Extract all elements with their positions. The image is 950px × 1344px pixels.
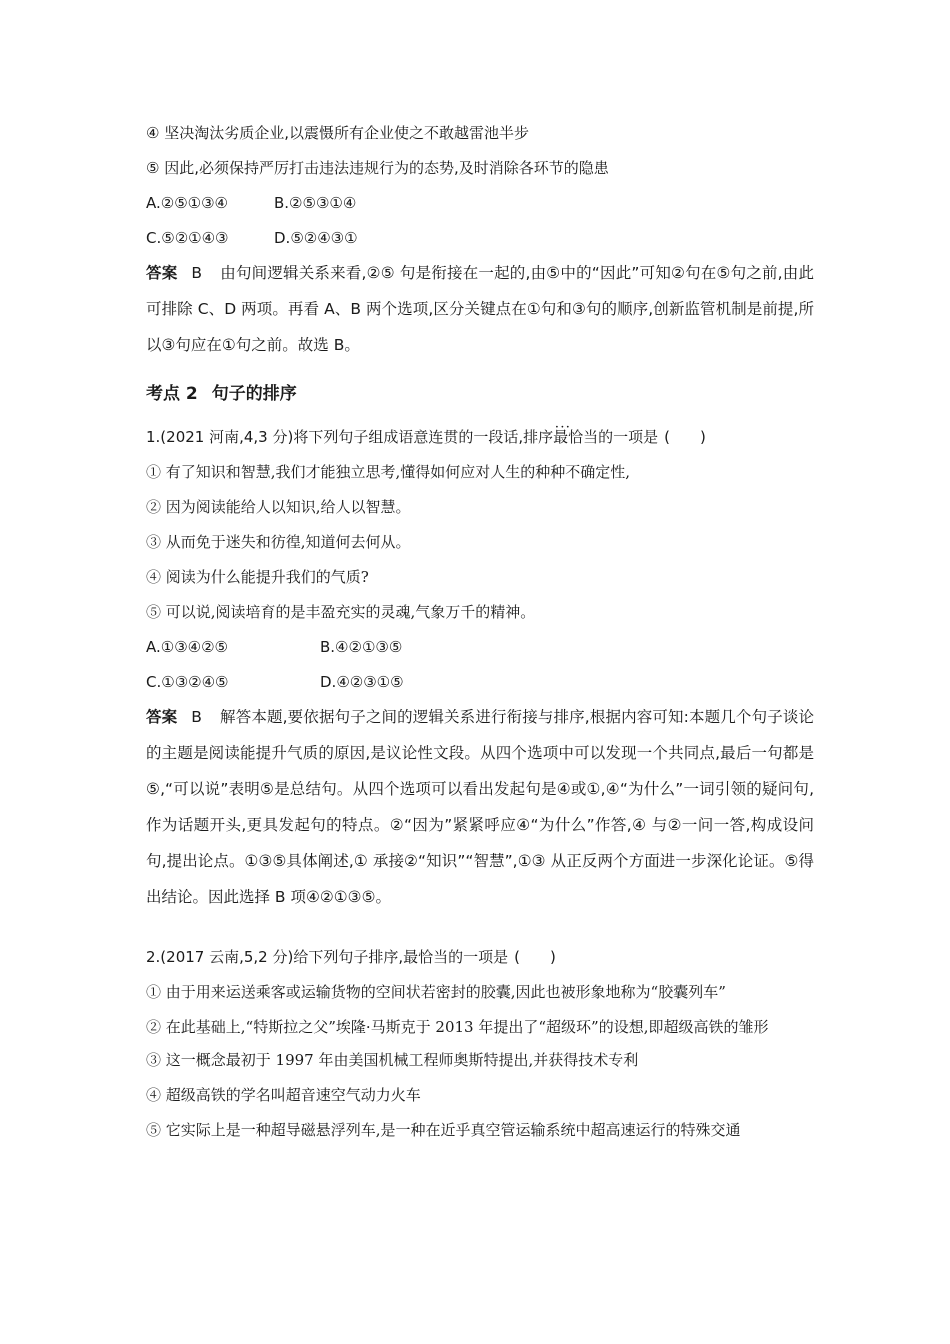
option-b: B.②⑤③①④ <box>274 194 357 212</box>
q1-sentence-3: ③ 从而免于迷失和彷徨,知道何去何从。 <box>146 533 411 551</box>
q2-sentence-2: ② 在此基础上,“特斯拉之父”埃隆·马斯克于 2013 年提出了“超级环”的设想,即超级高铁的雏形 <box>146 1018 769 1036</box>
question-2-stem <box>146 947 814 982</box>
answer-letter: B <box>191 264 203 282</box>
answer-label: 答案 <box>146 264 178 282</box>
q1-option-b: B.④②①③⑤ <box>320 638 403 656</box>
question-2-stem-text: 2.(2017 云南,5,2 分)给下列句子排序,最恰当的一项是 <box>146 948 509 966</box>
answer-blank: ( ) <box>514 948 556 966</box>
option-c: C.⑤②①④③ <box>146 229 229 247</box>
answer-blank: ( ) <box>664 428 706 446</box>
question-1-stem-text: 1.(2021 河南,4,3 分)将下列句子组成语意连贯的一段话,排序 <box>146 428 554 446</box>
options-row-ab <box>146 193 814 228</box>
answer-block-2 <box>146 699 814 915</box>
answer-letter: B <box>191 708 202 726</box>
section-heading <box>146 367 814 421</box>
option-a: A.②⑤①③④ <box>146 194 229 212</box>
sentence-5: ⑤ 因此,必须保持严厉打击违法违规行为的态势,及时消除各环节的隐患 <box>146 159 609 177</box>
answer-label: 答案 <box>146 708 178 726</box>
q2-sentence-1: ① 由于用来运送乘客或运输货物的空间状若密封的胶囊,因此也被形象地称为“胶囊列车” <box>146 983 726 1001</box>
emphasis-dotted-text: • • • 最恰当 <box>553 428 598 446</box>
q1-option-c: C.①③②④⑤ <box>146 673 229 691</box>
q1-options-row-ab <box>146 637 814 672</box>
section-number: 考点 2 <box>146 384 198 404</box>
q2-sentence-5: ⑤ 它实际上是一种超导磁悬浮列车,是一种在近乎真空管运输系统中超高速运行的特殊交通 <box>146 1121 741 1139</box>
q2-sentence-3: ③ 这一概念最初于 1997 年由美国机械工程师奥斯特提出,并获得技术专利 <box>146 1051 639 1069</box>
answer-block-1 <box>146 255 814 363</box>
q1-option-d: D.④②③①⑤ <box>320 673 404 691</box>
question-1-stem <box>146 427 814 462</box>
q1-sentence-1: ① 有了知识和智慧,我们才能独立思考,懂得如何应对人生的种种不确定性, <box>146 463 631 481</box>
q1-sentence-5: ⑤ 可以说,阅读培育的是丰盈充实的灵魂,气象万千的精神。 <box>146 603 536 621</box>
answer-text: 由句间逻辑关系来看,②⑤ 句是衔接在一起的,由⑤中的“因此”可知②句在⑤句之前,由此可排除 C、D 两项。再看 A、B 两个选项,区分关键点在①句和③句的顺序,创新监管机制是前提,所以③句应在①句之前。故选 B。 <box>146 264 814 354</box>
sentence-4: ④ 坚决淘汰劣质企业,以震慑所有企业使之不敢越雷池半步 <box>146 124 529 142</box>
question-1-stem-end: 的一项是 <box>598 428 659 446</box>
option-d: D.⑤②④③① <box>274 229 358 247</box>
page-content <box>146 123 814 1155</box>
spacer <box>146 915 814 947</box>
q1-sentence-4: ④ 阅读为什么能提升我们的气质? <box>146 568 369 586</box>
q1-sentence-2: ② 因为阅读能给人以知识,给人以智慧。 <box>146 498 411 516</box>
section-title: 句子的排序 <box>211 384 297 404</box>
answer-text: 解答本题,要依据句子之间的逻辑关系进行衔接与排序,根据内容可知:本题几个句子谈论的主题是阅读能提升气质的原因,是议论性文段。从四个选项中可以发现一个共同点,最后一句都是⑤,“可以说”表明⑤是总结句。从四个选项可以看出发起句是④或①,④“为什么”一词引领的疑问句,作为话题开头,更具发起句的特点。②“因为”紧紧呼应④“为什么”作答,④ 与②一问一答,构成设问句,提出论点。①③⑤具体阐述,① 承接②“知识”“智慧”,①③ 从正反两个方面进一步深化论证。⑤得出结论。因此选择 B 项④②①③⑤。 <box>146 708 814 906</box>
q1-option-a: A.①③④②⑤ <box>146 638 229 656</box>
q2-sentence-4: ④ 超级高铁的学名叫超音速空气动力火车 <box>146 1086 421 1104</box>
